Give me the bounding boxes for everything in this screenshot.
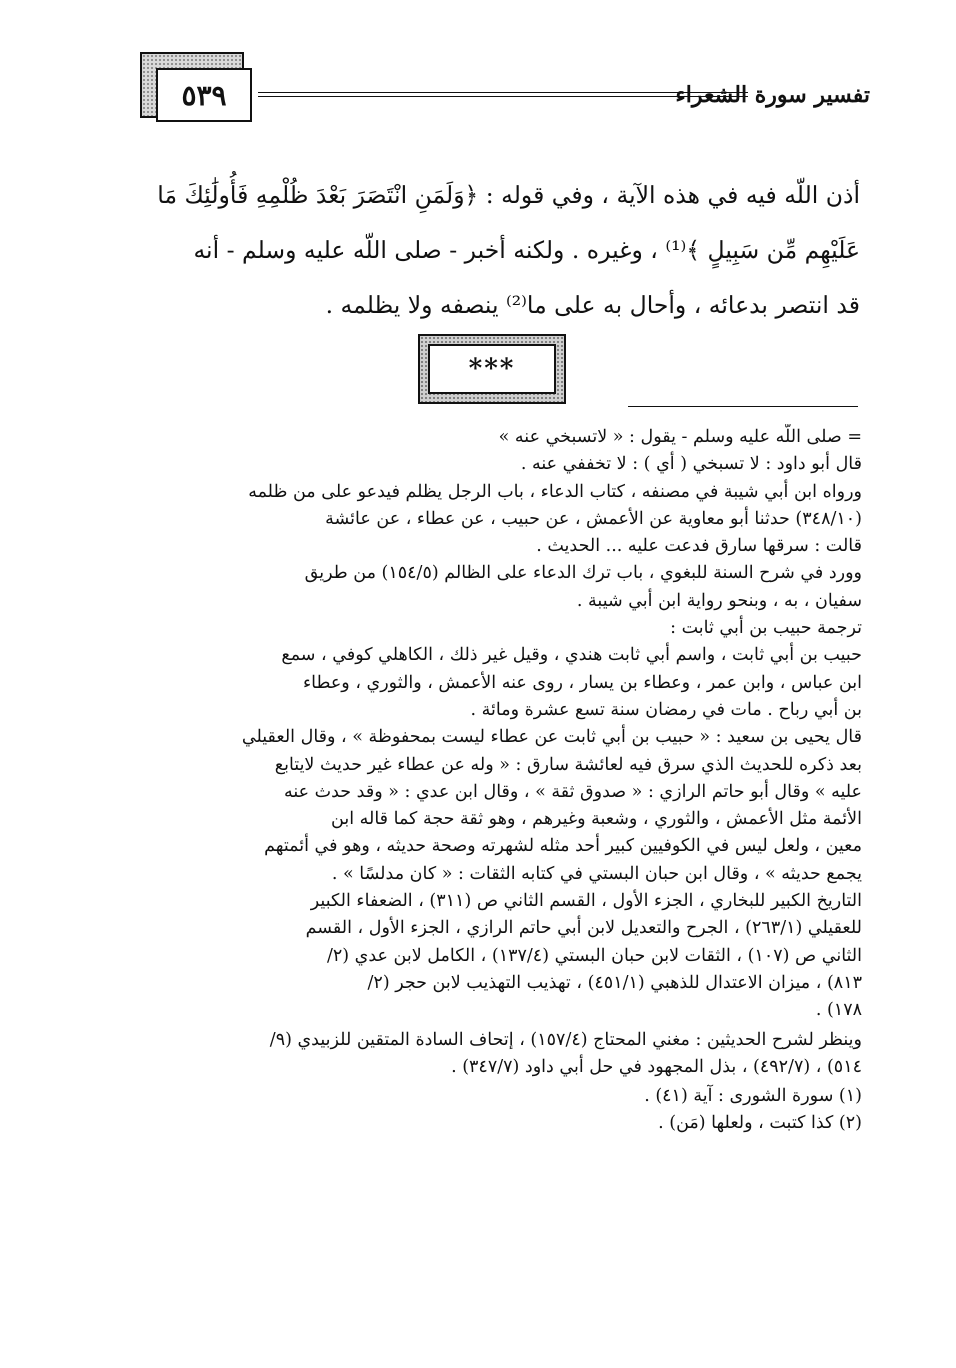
footnote-line: التاريخ الكبير للبخاري ، الجزء الأول ، القسم الثاني ص (٣١١) ، الضعفاء الكبير — [310, 891, 862, 912]
footnote-line: ترجمة حبيب بن أبي ثابت : — [670, 618, 862, 639]
footnote-line: ٥١٤) ، (٤٩٢/٧) ، بذل المجهود في حل أبي داود (٣٤٧/٧) . — [451, 1056, 862, 1077]
footnote-line: قال أبو داود : لا تسبخي ( أي ) : لا تخففي عنه . — [520, 454, 862, 475]
footnote-ref-2: (٢) كذا كتبت ، ولعلها (مَن) . — [658, 1113, 862, 1134]
main-text-line: أذن اللّه فيه في هذه الآية ، وفي قوله : ﴿وَلَمَنِ انْتَصَرَ بَعْدَ ظُلْمِهِ فَأُولَٰئِكَ مَا — [157, 181, 860, 209]
footnote-rule — [628, 406, 858, 407]
page-number: ٥٣٩ — [156, 68, 252, 122]
footnote-line: بن أبي رباح . مات في رمضان سنة تسع عشرة ومائة . — [470, 699, 862, 720]
footnotes — [122, 424, 862, 1138]
main-text-line: قد انتصر بدعائه ، وأحال به على ما⁽²⁾ ينصفه ولا يظلمه . — [325, 291, 860, 319]
footnote-line: سفيان ، به ، وبنحو رواية ابن أبي شيبة . — [576, 590, 862, 611]
footnote-line: قالت : سرقها سارق فدعت عليه ... الحديث . — [536, 536, 862, 557]
main-text — [150, 168, 860, 333]
footnote-ref-1: (١) سورة الشورى : آية (٤١) . — [644, 1086, 862, 1107]
footnote-line: حبيب بن أبي ثابت ، واسم أبي ثابت هندي ، وقيل غير ذلك ، الكاهلي كوفي ، سمع — [281, 645, 862, 666]
footnote-line: وينظر لشرح الحديثين : مغني المحتاج (١٥٧/٤) ، إتحاف السادة المتقين للزبيدي (٩/ — [269, 1029, 862, 1050]
page-header — [140, 52, 870, 132]
footnote-line: ورواه ابن أبي شيبة في مصنفه ، كتاب الدعاء ، باب الرجل يظلم فيدعو على من ظلمه — [248, 481, 862, 502]
footnote-line: الثاني ص (١٠٧) ، الثقات لابن حبان البستي (١٣٧/٤) ، الكامل لابن عدي (٢/ — [326, 945, 862, 966]
main-text-line: عَلَيْهِم مِّن سَبِيلٍ ﴾⁽¹⁾ ، وغيره . ولكنه أخبر - صلى اللّه عليه وسلم - أنه — [193, 236, 860, 264]
footnote-line: ابن عباس ، وابن عمر ، وعطاء بن يسار ، روى عنه الأعمش ، والثوري ، وعطاء — [302, 672, 862, 693]
page-number-frame — [140, 52, 244, 118]
chapter-title: تفسير سورة الشعراء — [675, 82, 870, 108]
footnote-line: عليه » وقال أبو حاتم الرازي : « صدوق ثقة » ، وقال ابن عدي : « وقد حدث عنه — [283, 781, 862, 802]
footnote-line: قال يحيى بن سعيد : « حبيب بن أبي ثابت عن عطاء ليست بمحفوظة » ، وقال العقيلي — [241, 727, 862, 748]
footnote-line: يجمع حديثه » ، وقال ابن حبان البستي في كتابه الثقات : « كان مدلسًا » . — [331, 863, 862, 884]
footnote-line: وورد في شرح السنة للبغوي ، باب ترك الدعاء على الظالم (١٥٤/٥) من طريق — [304, 563, 862, 584]
footnote-line: بعد ذكره للحديث الذي سرق فيه لعائشة سارق : « وله عن عطاء غير حديث لايتابع — [274, 754, 862, 775]
section-separator-frame — [418, 334, 566, 404]
section-separator: *** — [428, 344, 556, 394]
footnote-line: ٨١٣) ، ميزان الاعتدال للذهبي (٤٥١/١) ، تهذيب التهذيب لابن حجر (٢/ — [367, 972, 862, 993]
footnote-line: ١٧٨) . — [815, 1000, 862, 1021]
footnote-line: الأئمة مثل الأعمش ، والثوري ، وشعبة وغيرهم ، وهو ثقة حجة كما قاله ابن — [331, 809, 862, 830]
footnote-line: معين ، ولعل ليس في الكوفيين كبير أحد مثله لشهرته وصحة حديثه ، وهو في أئمتهم — [264, 836, 862, 857]
footnote-line: (٣٤٨/١٠) حدثنا أبو معاوية عن الأعمش ، عن حبيب ، عن عطاء ، عن عائشة — [325, 508, 862, 529]
footnote-line: = صلى اللّه عليه وسلم - يقول : « لاتسبخي عنه » — [498, 427, 862, 447]
footnote-line: للعقيلي (٢٦٣/١) ، الجرح والتعديل لابن أبي حاتم الرازي ، الجزء الأول ، القسم — [305, 918, 862, 939]
